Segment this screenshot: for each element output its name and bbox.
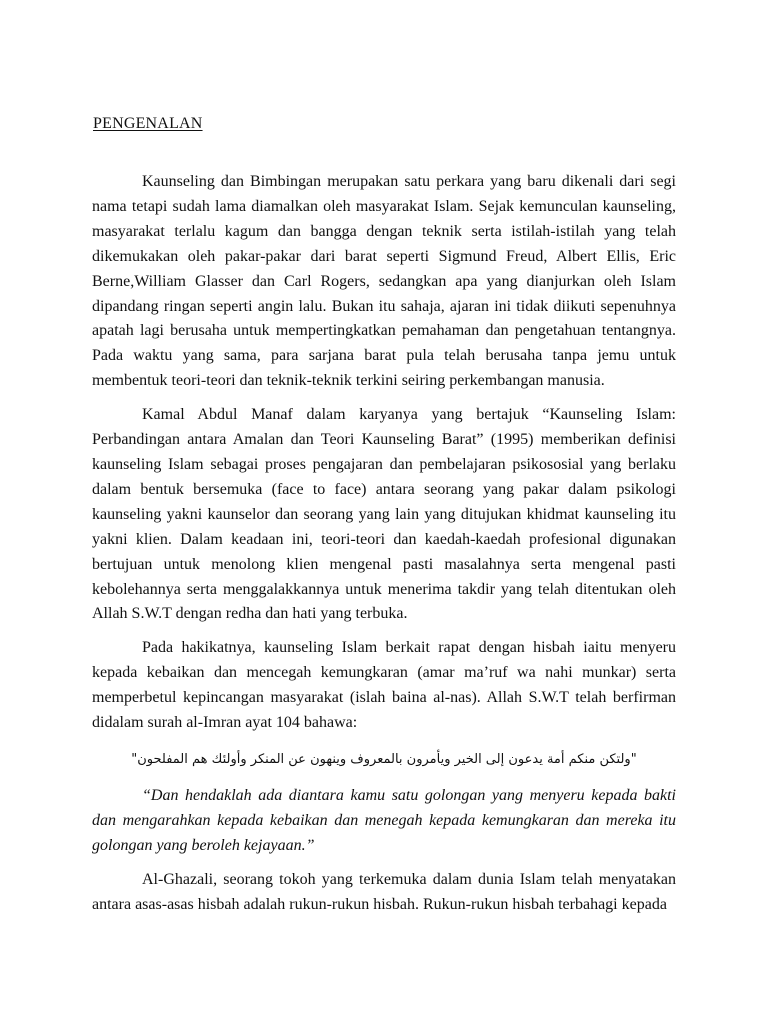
paragraph-al-ghazali: Al-Ghazali, seorang tokoh yang terkemuka dalam dunia Islam telah menyatakan antara asas-asas hisbah adalah rukun-rukun hisbah. Rukun-rukun hisbah terbahagi kepada [92,870,676,913]
paragraph-hisbah: Pada hakikatnya, kaunseling Islam berkait rapat dengan hisbah iaitu menyeru kepada kebaikan dan mencegah kemungkaran (amar ma’ruf wa nahi munkar) serta memperbetul kepincangan masyarakat (islah baina al-nas). Allah S.W.T telah berfirman didalam surah al-Imran ayat 104 bahawa: [92,639,676,732]
paragraph-definition: Kamal Abdul Manaf dalam karyanya yang bertajuk “Kaunseling Islam: Perbandingan antara Amalan dan Teori Kaunseling Barat” (1995) memberikan definisi kaunseling Islam sebagai proses pengajaran dan pembelajaran psikososial yang berlaku dalam bentuk bersemuka (face to face) antara seorang yang pakar dalam psikologi kaunseling yakni kaunselor dan seorang yang lain yang ditujukan khidmat kaunseling itu yakni klien. Dalam keadaan ini, teori-teori dan kaedah-kaedah profesional digunakan bertujuan untuk menolong klien mengenal pasti masalahnya serta mengenal pasti kebolehannya serta menggalakkannya untuk menerima takdir yang telah ditentukan oleh Allah S.W.T dengan redha dan hati yang terbuka. [92,406,676,623]
section-heading: PENGENALAN [93,115,203,132]
verse-translation-quote: “Dan hendaklah ada diantara kamu satu golongan yang menyeru kepada bakti dan mengarahkan kepada kebaikan dan menegah kepada kemungkaran dan mereka itu golongan yang beroleh kejayaan.” [92,786,676,854]
arabic-verse: "ولتكن منكم أمة يدعون إلى الخير ويأمرون بالمعروف وينهون عن المنكر وأولئك هم المفلحون" [131,751,637,767]
paragraph-introduction: Kaunseling dan Bimbingan merupakan satu perkara yang baru dikenali dari segi nama tetapi sudah lama diamalkan oleh masyarakat Islam. Sejak kemunculan kaunseling, masyarakat terlalu kagum dan bangga dengan teknik serta istilah-istilah yang telah dikemukakan oleh pakar-pakar dari barat seperti Sigmund Freud, Albert Ellis, Eric Berne,William Glasser dan Carl Rogers, sedangkan apa yang dianjurkan oleh Islam dipandang ringan seperti angin lalu. Bukan itu sahaja, ajaran ini tidak diikuti sepenuhnya apatah lagi berusaha untuk mempertingkatkan pemahaman dan pengetahuan tentangnya. Pada waktu yang sama, para sarjana barat pula telah berusaha tanpa jemu untuk membentuk teori-teori dan teknik-teknik terkini seiring perkembangan manusia. [92,173,676,390]
body-text [92,170,676,917]
